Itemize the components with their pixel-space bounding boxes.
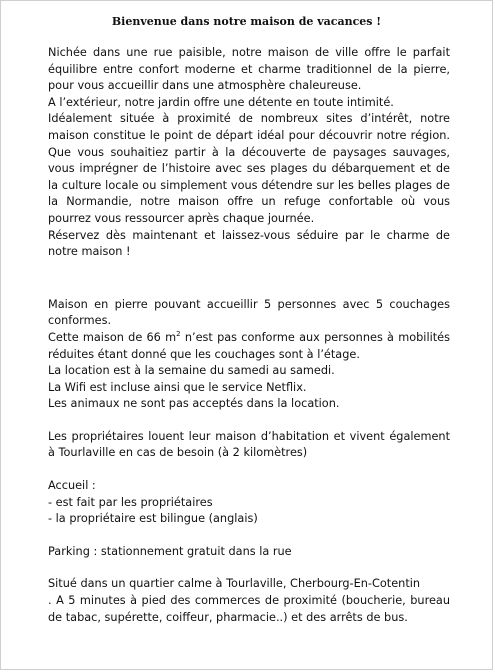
spacer xyxy=(48,560,450,576)
mobility-text-start: Cette maison de 66 m xyxy=(48,330,177,344)
welcome-heading: Accueil : xyxy=(48,479,96,493)
owners-text: Les propriétaires louent leur maison d’habitation et vivent également à Tourlaville en cas de besoin (à 2 kilomètres) xyxy=(48,429,450,460)
intro-paragraph-1: Nichée dans une rue paisible, notre maison de ville offre le parfait équilibre entre confort moderne et charme traditionnel de la pierre, pour vous accueillir dans une atmosphère chaleureuse. xyxy=(48,46,450,93)
spacer xyxy=(48,528,450,544)
intro-paragraph-3: Idéalement située à proximité de nombreux sites d’intérêt, notre maison constitue le point de départ idéal pour découvrir notre région. Que vous souhaitiez partir à la découverte de paysages sauvages, vous imprégner de l’histoire avec ses plages du débarquement et de la culture locale ou simplement vous détendre sur les belles plages de la Normandie, notre maison offre un refuge confortable où vous pourrez vous ressourcer après chaque journée. xyxy=(48,112,450,225)
location-line-2: . A 5 minutes à pied des commerces de proximité (boucherie, bureau de tabac, supérette, coiffeur, pharmacie..) et des arrêts de bus. xyxy=(48,594,450,624)
document-body xyxy=(48,45,450,626)
mobility-text-end: n’est pas conforme aux personnes à mobilités réduites étant donné que les couchages sont à l’étage. xyxy=(48,330,450,361)
rental-week-text: La location est à la semaine du samedi au samedi. xyxy=(48,364,335,378)
spacer xyxy=(48,413,450,429)
welcome-line-1: - est fait par les propriétaires xyxy=(48,495,213,509)
spacer xyxy=(48,462,450,478)
parking-text: Parking : stationnement gratuit dans la rue xyxy=(48,544,292,558)
welcome-line-2: - la propriétaire est bilingue (anglais) xyxy=(48,512,258,526)
spacer xyxy=(48,261,450,297)
square-exponent: 2 xyxy=(176,330,181,339)
intro-paragraph-4: Réservez dès maintenant et laissez-vous séduire par le charme de notre maison ! xyxy=(48,228,450,259)
capacity-text: Maison en pierre pouvant accueillir 5 personnes avec 5 couchages conformes. xyxy=(48,297,450,328)
intro-paragraph-2: A l’extérieur, notre jardin offre une détente en toute intimité. xyxy=(48,95,394,109)
wifi-text: La Wifi est incluse ainsi que le service Netflix. xyxy=(48,380,307,394)
animals-text: Les animaux ne sont pas acceptés dans la location. xyxy=(48,397,340,411)
location-line-1: Situé dans un quartier calme à Tourlaville, Cherbourg-En-Cotentin xyxy=(48,577,421,591)
mobility-text xyxy=(48,330,450,363)
document-title: Bienvenue dans notre maison de vacances ! xyxy=(111,15,382,28)
